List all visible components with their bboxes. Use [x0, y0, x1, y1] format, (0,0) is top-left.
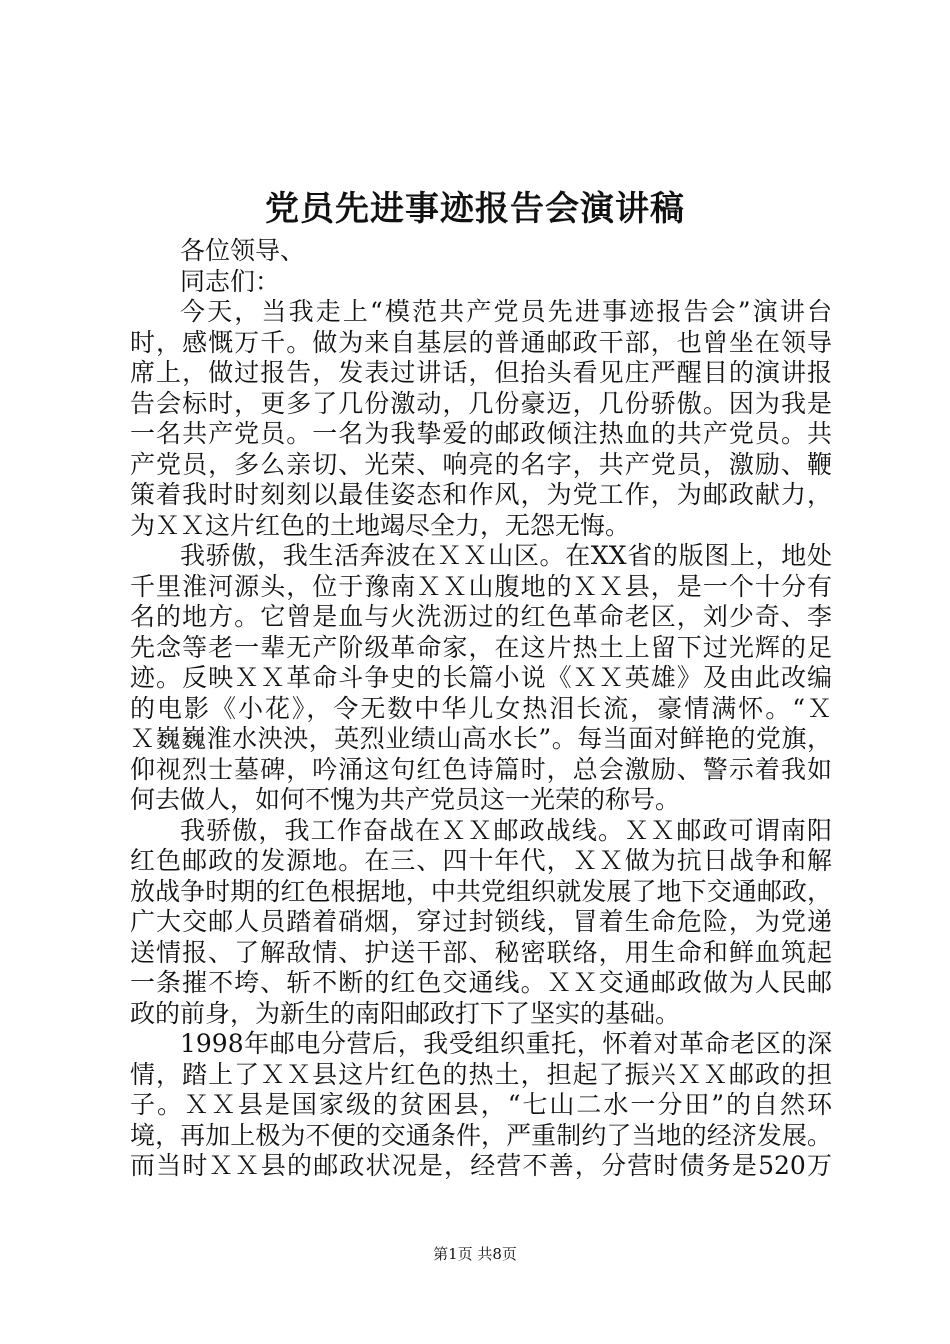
- paragraph-line: 政的前身，为新生的南阳邮政打下了坚实的基础。: [130, 998, 681, 1028]
- paragraph-line: 一条摧不垮、斩不断的红色交通线。ＸＸ交通邮政做为人民邮: [130, 968, 832, 997]
- paragraph-line: 为ＸＸ这片红色的土地竭尽全力，无怨无悔。: [130, 510, 631, 540]
- paragraph-line: 送情报、了解敌情、护送干部、秘密联络，用生命和鲜血筑起: [130, 937, 832, 967]
- document-body: [130, 236, 832, 1182]
- paragraph-line: 时，感慨万千。做为来自基层的普通邮政干部，也曾坐在领导: [130, 327, 832, 357]
- paragraph-line: 子。ＸＸ县是国家级的贫困县，“七山二水一分田”的自然环: [130, 1090, 832, 1119]
- paragraph-line: 告会标时，更多了几份激动，几份豪迈，几份骄傲。因为我是: [130, 388, 832, 418]
- paragraph-first-line: 我骄傲，我工作奋战在ＸＸ邮政战线。ＸＸ邮政可谓南阳: [180, 815, 832, 845]
- paragraph-first-line: 1998年邮电分营后，我受组织重托，怀着对革命老区的深: [180, 1029, 832, 1058]
- salutation-line: 同志们：: [180, 266, 281, 296]
- paragraph-line: 千里淮河源头，位于豫南ＸＸ山腹地的ＸＸ县，是一个十分有: [130, 571, 832, 601]
- salutation-line: 各位领导、: [180, 236, 306, 265]
- paragraph-first-line: 我骄傲，我生活奔波在ＸＸ山区。在XX省的版图上，地处: [180, 541, 832, 570]
- paragraph-line: 放战争时期的红色根据地，中共党组织就发展了地下交通邮政，: [130, 876, 832, 906]
- paragraph-line: 何去做人，如何不愧为共产党员这一光荣的称号。: [130, 785, 681, 814]
- paragraph-line: 席上，做过报告，发表过讲话，但抬头看见庄严醒目的演讲报: [130, 358, 832, 387]
- paragraph-line: 产党员，多么亲切、光荣、响亮的名字，共产党员，激励、鞭: [130, 449, 832, 479]
- paragraph-line: 名的地方。它曾是血与火洗沥过的红色革命老区，刘少奇、李: [130, 602, 832, 631]
- paragraph-line: 先念等老一辈无产阶级革命家，在这片热土上留下过光辉的足: [130, 632, 832, 662]
- paragraph-first-line: 今天，当我走上“模范共产党员先进事迹报告会”演讲台: [180, 297, 832, 326]
- paragraph-line: 红色邮政的发源地。在三、四十年代，ＸＸ做为抗日战争和解: [130, 846, 832, 875]
- paragraph-line: 情，踏上了ＸＸ县这片红色的热土，担起了振兴ＸＸ邮政的担: [130, 1059, 832, 1089]
- page-footer: 第1页 共8页: [433, 1245, 517, 1263]
- paragraph-line: 策着我时时刻刻以最佳姿态和作风，为党工作，为邮政献力，: [130, 480, 832, 509]
- paragraph-line: 广大交邮人员踏着硝烟，穿过封锁线，冒着生命危险，为党递: [130, 907, 832, 936]
- paragraph-line: 而当时ＸＸ县的邮政状况是，经营不善，分营时债务是520万: [130, 1151, 832, 1180]
- paragraph-line: 的电影《小花》，令无数中华儿女热泪长流，豪情满怀。“Ｘ: [130, 693, 832, 723]
- paragraph-line: 境，再加上极为不便的交通条件，严重制约了当地的经济发展。: [130, 1120, 832, 1150]
- paragraph-line: Ｘ巍巍淮水泱泱，英烈业绩山高水长”。每当面对鲜艳的党旗，: [130, 724, 832, 753]
- paragraph-line: 迹。反映ＸＸ革命斗争史的长篇小说《ＸＸ英雄》及由此改编: [130, 663, 832, 692]
- document-title: 党员先进事迹报告会演讲稿: [265, 189, 685, 229]
- paragraph-line: 仰视烈士墓碑，吟涌这句红色诗篇时，总会激励、警示着我如: [130, 754, 832, 784]
- paragraph-line: 一名共产党员。一名为我挚爱的邮政倾注热血的共产党员。共: [130, 419, 832, 448]
